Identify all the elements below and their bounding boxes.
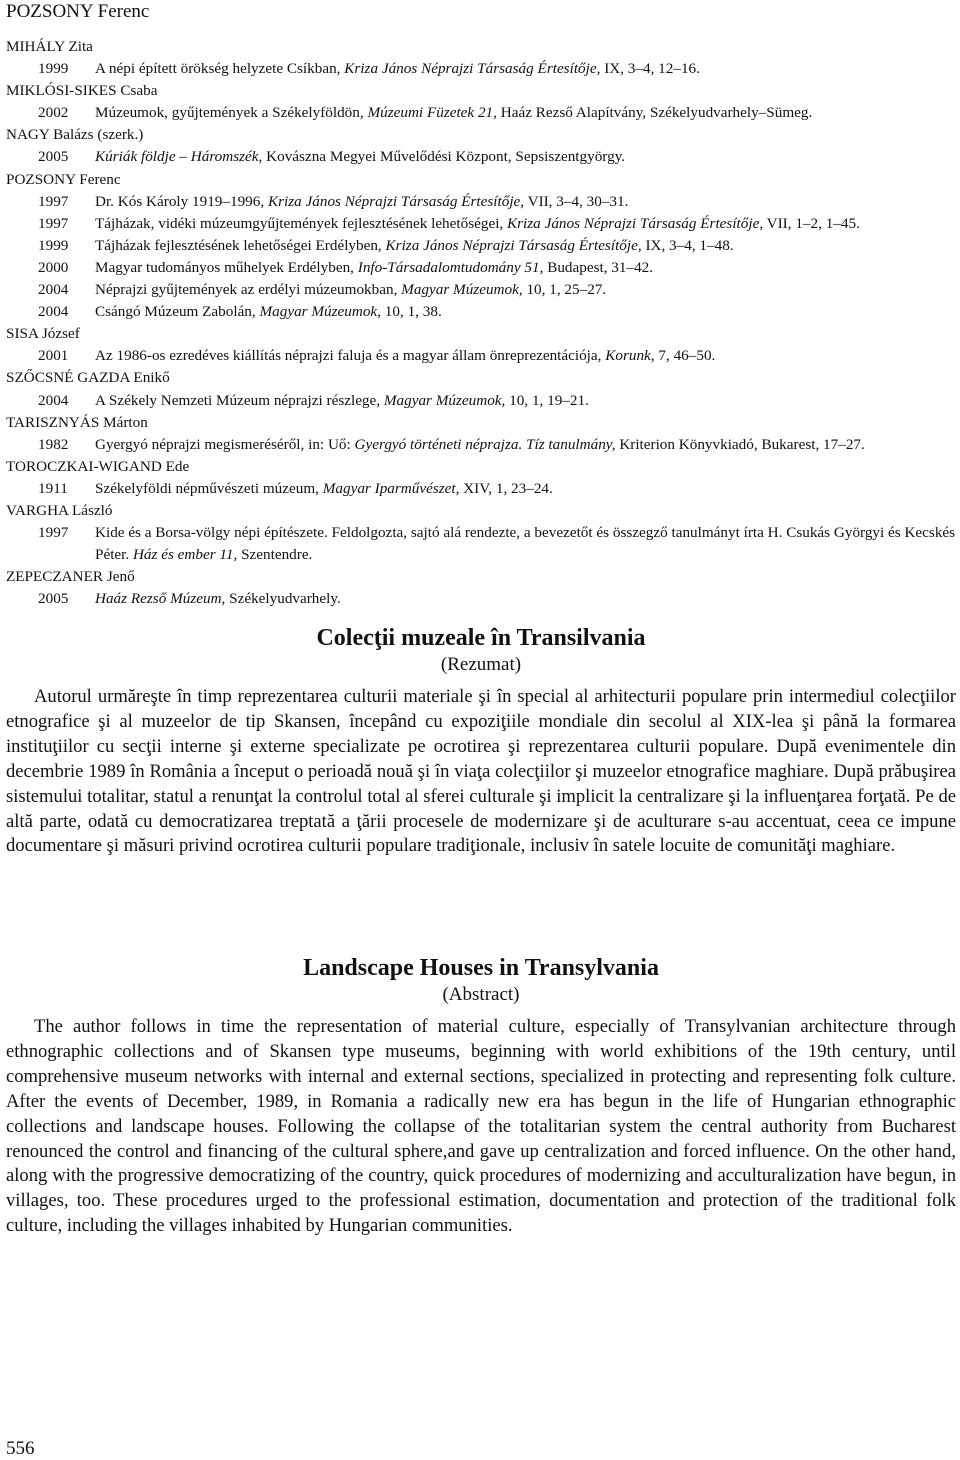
bib-entry-details: XIV, 1, 23–24. [459, 479, 553, 497]
bib-entry [6, 434, 956, 456]
bib-entry-year: 2001 [38, 347, 69, 365]
bib-entry-reference [95, 235, 956, 257]
bib-entry-source: Magyar Múzeumok, [259, 303, 381, 321]
bib-entry [6, 102, 956, 124]
bib-entry-source: Ház és ember 11, [132, 546, 238, 564]
bib-entry-text: Kide és a Borsa-völgy népi építészete. Feldolgozta, sajtó alá rendezte, a bevezetőt és összegző tanulmányt írta H. Csukás Györgyi és Kecskés Péter. [95, 524, 956, 564]
bib-entry-reference [95, 390, 956, 412]
bib-entry-details: 7, 46–50. [654, 347, 716, 365]
bib-entry-text: A Székely Nemzeti Múzeum néprajzi részlege, [95, 391, 384, 409]
bib-entry-year: 1911 [38, 479, 68, 497]
bib-entry-year: 1997 [38, 192, 69, 210]
bib-entry [6, 522, 956, 566]
bib-entry-text: Dr. Kós Károly 1919–1996, [95, 192, 268, 210]
bib-entry [6, 213, 956, 235]
bib-entry-text: Tájházak fejlesztésének lehetőségei Erdélyben, [95, 236, 386, 254]
bib-entry-reference [95, 213, 956, 235]
bib-entry-text: Múzeumok, gyűjtemények a Székelyföldön, [95, 104, 368, 122]
bib-entry-reference [95, 257, 956, 279]
romanian-summary-title: Colecţii muzeale în Transilvania [316, 625, 646, 651]
english-summary [6, 953, 956, 1239]
romanian-summary-subtitle: (Rezumat) [440, 654, 522, 675]
bib-entry-details: 10, 1, 19–21. [505, 391, 589, 409]
bib-entry [6, 390, 956, 412]
bib-entry-source: Kúriák földje – Háromszék, [95, 148, 263, 166]
bib-entry-reference [95, 102, 956, 124]
bib-entry-text: Magyar tudományos műhelyek Erdélyben, [95, 258, 358, 276]
bib-author: NAGY Balázs (szerk.) [6, 126, 144, 144]
bib-entry [6, 279, 956, 301]
bib-author: TOROCZKAI-WIGAND Ede [6, 457, 190, 475]
bib-entry-reference [95, 301, 956, 323]
bib-entry-details: IX, 3–4, 1–48. [641, 236, 734, 254]
bib-entry [6, 345, 956, 367]
bib-entry-year: 1997 [38, 214, 69, 232]
bib-author: POZSONY Ferenc [6, 170, 121, 188]
bib-entry-source: Info-Társadalomtudomány 51, [357, 258, 544, 276]
bib-author: MIKLÓSI-SIKES Csaba [6, 82, 158, 100]
bib-entry-source: Gyergyó történeti néprajza. Tíz tanulmány, [354, 435, 616, 453]
bib-entry-details: Szentendre. [237, 546, 313, 564]
bib-entry-details: Kovászna Megyei Művelődési Központ, Sepsiszentgyörgy. [262, 148, 626, 166]
bib-entry-year: 2004 [38, 391, 69, 409]
bib-entry-source: Magyar Múzeumok, [383, 391, 506, 409]
bib-entry-text: Csángó Múzeum Zabolán, [95, 303, 260, 321]
bib-entry-reference [95, 191, 956, 213]
bib-entry-year: 2004 [38, 303, 69, 321]
bib-entry-year: 2005 [38, 148, 69, 166]
english-summary-subtitle: (Abstract) [442, 984, 520, 1005]
bib-entry-text: A népi épített örökség helyzete Csíkban, [95, 60, 345, 78]
bib-entry-source: Magyar Iparművészet, [322, 479, 460, 497]
bib-entry-source: Kriza János Néprajzi Társaság Értesítője, [267, 192, 525, 210]
bib-entry [6, 235, 956, 257]
bib-entry-year: 2004 [38, 281, 69, 299]
bib-entry-source: Haáz Rezső Múzeum, [95, 590, 226, 608]
bib-entry-reference [95, 279, 956, 301]
bib-entry-reference [95, 345, 956, 367]
bib-entry-text: Tájházak, vidéki múzeumgyűjtemények fejlesztésének lehetőségei, [95, 214, 508, 232]
bib-entry-details: 10, 1, 38. [380, 303, 442, 321]
bib-entry [6, 257, 956, 279]
bib-entry [6, 588, 956, 610]
bib-entry-year: 1997 [38, 524, 69, 542]
english-summary-title: Landscape Houses in Transylvania [303, 955, 659, 981]
bib-author: TARISZNYÁS Márton [6, 413, 148, 431]
bib-author: SZŐCSNÉ GAZDA Enikő [6, 369, 170, 387]
bib-entry-year: 2000 [38, 258, 69, 276]
bib-entry-year: 1999 [38, 60, 69, 78]
bib-entry-text: Gyergyó néprajzi megismeréséről, in: Uő: [95, 435, 355, 453]
bibliography [6, 36, 956, 610]
bib-author: SISA József [6, 325, 80, 343]
romanian-summary [6, 623, 956, 859]
bib-entry-details: Haáz Rezső Alapítvány, Székelyudvarhely–Sümeg. [496, 104, 813, 122]
bib-entry-source: Kriza János Néprajzi Társaság Értesítője, [507, 214, 764, 232]
bib-entry-reference [95, 478, 956, 500]
bib-entry-year: 2005 [38, 590, 69, 608]
romanian-summary-text: Autorul urmăreşte în timp reprezentarea culturii materiale şi în special al arhitecturii populare prin intermediul colecţiilor etnografice şi al muzeelor de tip Skansen, începând cu expoziţiile mondiale din secolul al XIX-lea şi până la formarea instituţiilor cu secţii interne şi externe specializate pe ocrotirea şi reprezentarea culturii populare. După evenimentele din decembrie 1989 în România a început o perioadă nouă şi în viaţa colecţiilor şi muzeelor etnografice maghiare. După prăbuşirea sistemului totalitar, statul a renunţat la controlul total al sferei culturale şi implicit la centralizare şi la influenţarea forţată. Pe de altă parte, odată cu democratizarea treptată a ţării procesele de modernizare şi de aculturare s-au accentuat, ceea ce impune documentare şi măsuri privind ocrotirea culturii populare tradiţionale, inclusiv în satele locuite de comunităţi maghiare. [6, 686, 956, 857]
bib-entry [6, 146, 956, 168]
bib-author: VARGHA László [6, 501, 113, 519]
bib-entry-details: IX, 3–4, 12–16. [600, 60, 700, 78]
bib-entry [6, 58, 956, 80]
bib-entry-year: 1999 [38, 236, 69, 254]
bib-entry-year: 2002 [38, 104, 69, 122]
bib-entry [6, 478, 956, 500]
page-number: 556 [6, 1438, 35, 1459]
bib-author: MIHÁLY Zita [6, 38, 93, 55]
running-header-author: POZSONY Ferenc [6, 1, 150, 22]
bib-entry-text: Az 1986-os ezredéves kiállítás néprajzi faluja és a magyar állam önreprezentációja, [95, 347, 606, 365]
bib-entry-source: Múzeumi Füzetek 21, [367, 104, 497, 122]
bib-entry-reference [95, 146, 956, 168]
bib-entry-details: Székelyudvarhely. [225, 590, 341, 608]
bib-entry-details: Budapest, 31–42. [543, 258, 654, 276]
bib-entry-text: Néprajzi gyűjtemények az erdélyi múzeumokban, [95, 281, 402, 299]
bib-entry-details: VII, 3–4, 30–31. [524, 192, 629, 210]
bib-entry-details: VII, 1–2, 1–45. [763, 214, 860, 232]
bib-entry-source: Magyar Múzeumok, [401, 281, 523, 299]
english-summary-text: The author follows in time the representation of material culture, especially of Transylvanian architecture through ethnographic collections and of Skansen type museums, beginning with world exhibitions of the 19th century, until comprehensive museum networks with internal and external sections, specialized in protecting and representing folk culture. After the events of December, 1989, in Romania a radically new era has begun in the life of Hungarian ethnographic collections and landscape houses. Following the collapse of the totalitarian system the central authority from Bucharest renounced the control and financing of the cultural sphere,and gave up centralization and forced influence. On the other hand, along with the progressive democratizing of the country, quick procedures of modernizing and acculturalization have begun, in villages, too. These procedures urged to the professional estimation, documentation and protection of the traditional folk culture, including the villages inhabited by Hungarian communities. [6, 1016, 956, 1237]
bib-author: ZEPECZANER Jenő [6, 568, 135, 586]
bib-entry-reference [95, 588, 956, 610]
bib-entry-text: Székelyföldi népművészeti múzeum, [95, 479, 323, 497]
bib-entry-reference [95, 58, 956, 80]
bib-entry-details: Kriterion Könyvkiadó, Bukarest, 17–27. [615, 435, 865, 453]
bib-entry [6, 191, 956, 213]
bib-entry-year: 1982 [38, 435, 69, 453]
bib-entry-reference [95, 522, 956, 566]
bib-entry [6, 301, 956, 323]
bib-entry-source: Korunk, [605, 347, 655, 365]
bib-entry-source: Kriza János Néprajzi Társaság Értesítője, [385, 236, 642, 254]
bib-entry-details: 10, 1, 25–27. [522, 281, 607, 299]
bib-entry-reference [95, 434, 956, 456]
bib-entry-source: Kriza János Néprajzi Társaság Értesítője, [344, 60, 601, 78]
